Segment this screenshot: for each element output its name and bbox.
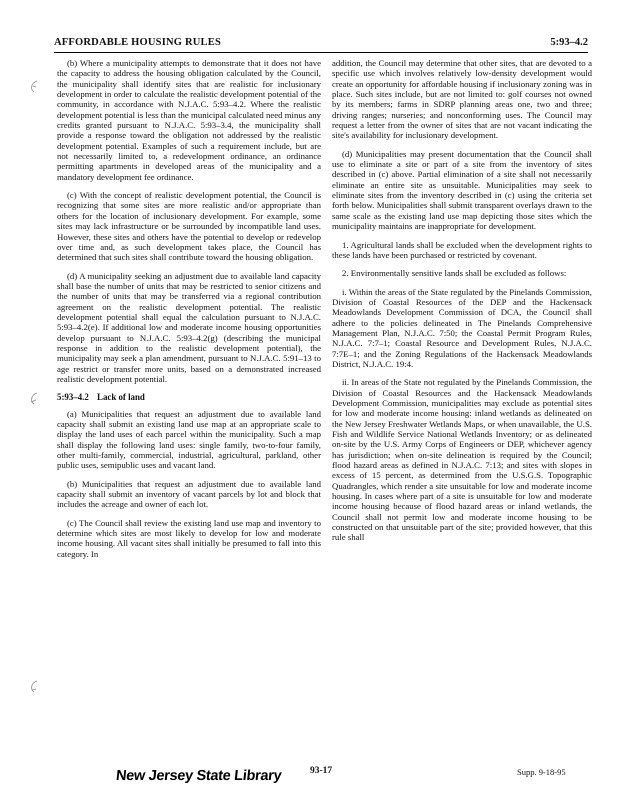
- paragraph-d-adjustment: (d) A municipality seeking an adjustment due to available land capacity shall base the number of units that may be restricted to senior citizens and the number of units that may be transferred via a regional contribution agreement on the realistic development potential. The realistic development potential shall equal the calculation pursuant to N.J.A.C. 5:93–4.2(e). If additional low and moderate income housing opportunities develop pursuant to N.J.A.C. 5:93–4.2(g) (describing the municipal response in addition to the realistic development potential), the municipality may seek a plan amendment, pursuant to N.J.A.C. 5:91–13 to age restrict or transfer more units, based on a demonstrated increased realistic development potential.: [57, 270, 321, 384]
- header-title: AFFORDABLE HOUSING RULES: [54, 37, 221, 48]
- right-column: [332, 58, 592, 551]
- paragraph-c-continued: addition, the Council may determine that other sites, that are devoted to a specific use which involves relatively low-density development would create an opportunity for affordable housing if inclusionary zoning was in place. Such sites include, but are not limited to: golf courses not owned by its members; farms in SDRP planning areas one, two and three; driving ranges; nurseries; and nonconforming uses. The Council may request a letter from the owner of sites that are not vacant indicating the site's availability for inclusionary development.: [332, 58, 592, 141]
- library-stamp: New Jersey State Library: [115, 768, 283, 784]
- paragraph-c-realistic-potential: (c) With the concept of realistic development potential, the Council is recognizing that some sites are more realistic and/or appropriate than others for the location of inclusionary development. For example, some sites may lack infrastructure or be surrounded by incompatible land uses. However, these sites and others have the potential to develop or redevelop over time and, as such development takes place, the Council has determined that such sites shall contribute toward the housing obligation.: [57, 190, 321, 263]
- section-heading: [57, 392, 321, 402]
- paragraph-a-land-use-map: (a) Municipalities that request an adjustment due to available land capacity shall submit an existing land use map at an appropriate scale to display the land uses of each parcel within the municipality. Such a map shall display the following land uses: single family, two-to-four family, other multi-family, commercial, industrial, agricultural, parkland, other public uses, semipublic uses and vacant land.: [57, 408, 321, 471]
- paragraph-c-council-review: (c) The Council shall review the existing land use map and inventory to determine which sites are most likely to develop for low and moderate income housing. All vacant sites shall initially be presumed to fall into this category. In: [57, 517, 321, 559]
- section-number: 5:93–4.2: [57, 392, 89, 403]
- binder-hole-mark-bottom: [28, 680, 40, 694]
- left-column: [57, 58, 321, 567]
- page-number: 93-17: [310, 766, 333, 776]
- header-rule: [54, 52, 588, 53]
- header-section-number: 5:93–4.2: [550, 37, 588, 48]
- supplement-date: Supp. 9-18-95: [517, 767, 566, 777]
- item-2-environmental: 2. Environmentally sensitive lands shall be excluded as follows:: [342, 268, 567, 279]
- paragraph-b-vacant-inventory: (b) Municipalities that request an adjustment due to available land capacity shall submit an inventory of vacant parcels by lot and block that includes the acreage and owner of each lot.: [57, 478, 321, 510]
- binder-hole-mark-top: [28, 80, 40, 94]
- paragraph-b-capacity: (b) Where a municipality attempts to demonstrate that it does not have the capacity to address the housing obligation calculated by the Council, the municipality shall identify sites that are realistic for inclusionary development in order to calculate the realistic development potential of the community, in accordance with N.J.A.C. 5:93–4.2. Where the realistic development potential is less than the municipal calculated need minus any credits granted pursuant to N.J.A.C. 5:93–3.4, the municipality shall provide a response toward the obligation not addressed by the realistic development potential. Examples of such a requirement include, but are not necessarily limited to, a redevelopment ordinance, an ordinance permitting apartments in developed areas of the municipality and a mandatory development fee ordinance.: [57, 58, 321, 182]
- item-2-ii-unregulated-areas: ii. In areas of the State not regulated by the Pinelands Commission, the Division of Coastal Resources and the Hackensack Meadowlands Development Commission, municipalities may exclude as potential sites for low and moderate income housing: inland wetlands as delineated on the New Jersey Freshwater Wetlands Maps, or when unavailable, the U.S. Fish and Wildlife Service National Wetlands Inventory; or as delineated on-site by the U.S. Army Corps of Engineers or DEP, whichever agency has jurisdiction; when on-site delineation is required by the Council; flood hazard areas as defined in N.J.A.C. 7:13; and sites with slopes in excess of 15 percent, as determined from the U.S.G.S. Topographic Quadrangles, which render a site unsuitable for low and moderate income housing. In cases where part of a site is unsuitable for low and moderate income housing because of flood hazard areas or inland wetlands, the Council shall not permit low and moderate income housing to be constructed on that unsuitable part of the site; provided however, that this rule shall: [332, 377, 592, 543]
- item-2-i-regulated-areas: i. Within the areas of the State regulated by the Pinelands Commission, Division of Coastal Resources of the DEP and the Hackensack Meadowlands Development Commission of DCA, the Council shall adhere to the policies delineated in The Pinelands Comprehensive Management Plan, N.J.A.C. 7:50; the Coastal Permit Program Rules, N.J.A.C. 7:7–1; Coastal Resource and Development Rules, N.J.A.C. 7:7E–1; and the Zoning Regulations of the Hackensack Meadowlands District, N.J.A.C. 19:4.: [332, 286, 592, 369]
- page-footer: [0, 760, 618, 790]
- item-1-agricultural: 1. Agricultural lands shall be excluded when the development rights to these lands have been purchased or restricted by covenant.: [332, 239, 592, 260]
- section-title: Lack of land: [97, 392, 145, 403]
- binder-hole-mark-middle: [28, 392, 40, 406]
- paragraph-d-eliminate-sites: (d) Municipalities may present documentation that the Council shall use to eliminate a site or part of a site from the inventory of sites described in (c) above. Partial elimination of a site shall not necessarily eliminate an entire site as unsuitable. Municipalities may seek to eliminate sites from the inventory described in (c) using the criteria set forth below. Municipalities shall submit transparent overlays drawn to the same scale as the existing land use map depicting those sites which the municipality maintains are inappropriate for development.: [332, 148, 592, 232]
